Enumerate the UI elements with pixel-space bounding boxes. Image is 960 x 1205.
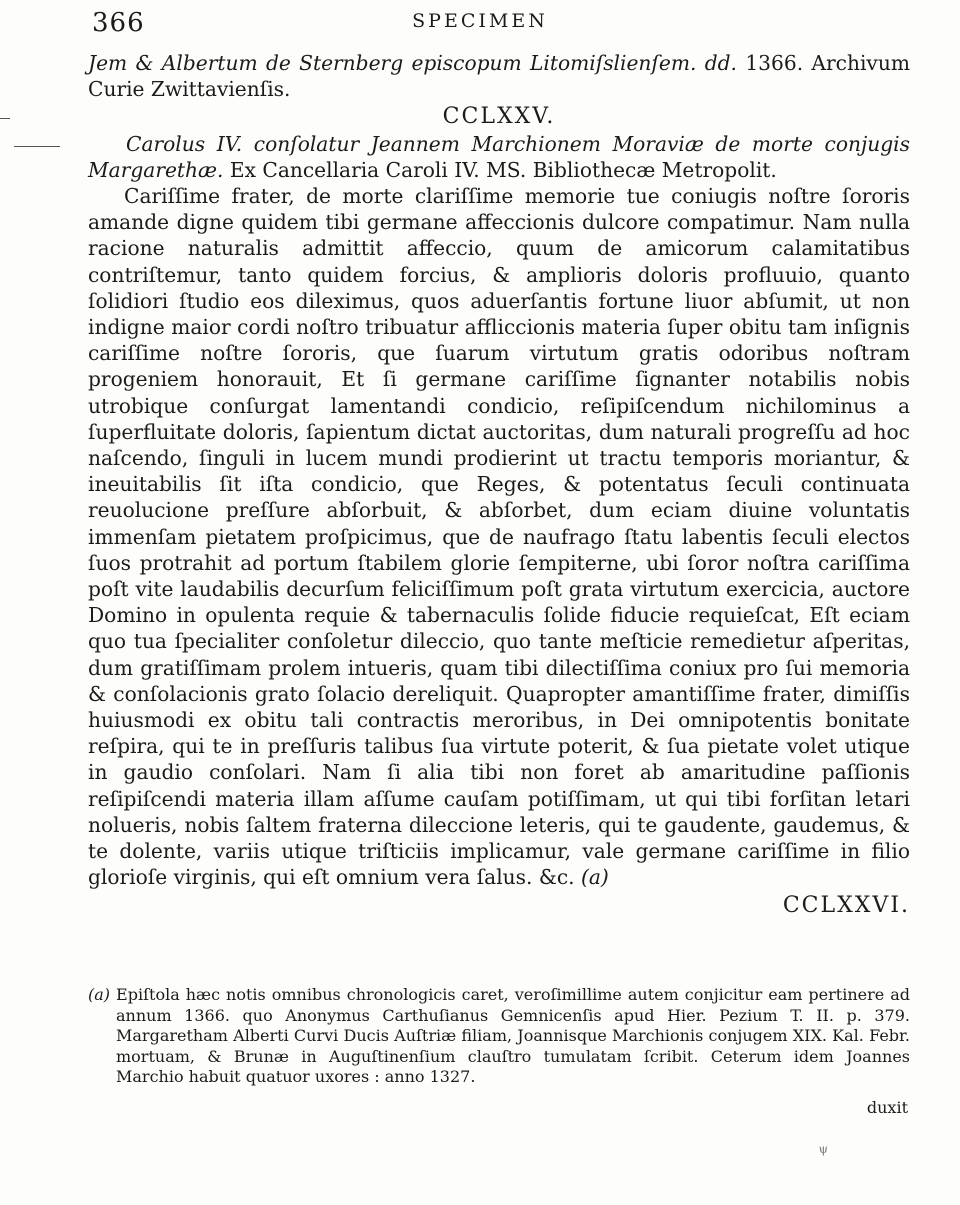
continuation-roman: 1366. Archivum Curie Zwittavienſis.	[88, 51, 910, 102]
regest	[88, 131, 910, 183]
margin-tick	[0, 118, 10, 119]
margin-rule	[14, 146, 60, 147]
footnote-paragraph	[88, 985, 910, 1088]
body-text	[88, 50, 910, 919]
footnote	[88, 985, 910, 1088]
letter-text	[88, 183, 910, 890]
catchword: duxit	[866, 1098, 908, 1117]
footnote-text: Epiſtola hæc notis omnibus chronologicis caret, veroſimillime autem conjicitur eam pertinere ad annum 1366. quo Anonymus Carthuſianus Gemnicenſis apud Hier. Pezium T. II. p. 379. Margaretham Alberti Curvi Ducis Auſtriæ filiam, Joannisque Marchionis conjugem XIX. Kal. Febr. mortuam, & Brunæ in Auguſtinenſium clauſtro tumulatam ſcribit. Ceterum idem Joannes Marchio habuit quatuor uxores : anno 1327.	[116, 985, 911, 1086]
continuation-paragraph	[88, 50, 910, 102]
letter-body: Cariſſime frater, de morte clariſſime memorie tue coniugis noſtre ſororis amande digne quidem tibi germane affeccionis dulcore compatimur. Nam nulla racione naturalis admittit affeccio, quum de amicorum calamitatibus contriſtemur, tanto quidem forcius, & amplioris doloris profluuio, quanto ſolidiori ſtudio eos dileximus, quos aduerſantis fortune liuor abſumit, ut non indigne maior cordi noſtro tribuatur affliccionis materia ſuper obitu tam inſignis cariſſime noſtre ſororis, que ſuarum virtutum gratis odoribus noſtram progeniem honorauit, Et ſi germane cariſſime ſignanter notabilis nobis utrobique conſurgat lamentandi condicio, reſipiſcendum nichilominus a ſuperfluitate doloris, ſapientum dictat auctoritas, dum naturali progreſſu ad hoc naſcendo, ſinguli in lucem mundi prodierint ut tractu temporis moriantur, & ineuitabilis ſit iſta condicio, que Reges, & potentatus ſeculi continuata reuolucione preſſure abſorbuit, & abſorbet, dum eciam diuine voluntatis immenſam pietatem proſpicimus, que de naufrago ſtatu labentis ſeculi electos ſuos protrahit ad portum ſtabilem glorie ſempiterne, ubi ſoror noſtra cariſſima poſt vite laudabilis decurſum feliciſſimum poſt grata virtutum exercicia, auctore Domino in opulenta requie & tabernaculis ſolide fiducie requieſcat, Eſt eciam quo tua ſpecialiter conſoletur dileccio, quo tante meſticie remedietur aſperitas, dum gratiſſimam prolem intueris, quam tibi dilectiſſima coniux pro ſui memoria & conſolacionis grato ſolacio dereliquit. Quapropter amantiſſime frater, dimiſſis huiusmodi ex obitu tali contractis meroribus, in Dei omnipotentis bonitate reſpira, qui te in preſſuris talibus ſua virtute poterit, & ſua pietate volet utique in gaudio conſolari. Nam ſi alia tibi non foret ab amaritudine paſſionis reſipiſcendi materia illam aſſume cauſam potiſſimam, ut qui tibi forſitan letari nolueris, nobis ſaltem fraterna dileccione leteris, qui te gaudente, gaudemus, & te dolente, variis utique triſticiis implicamur, vale germane cariſſime in filio glorioſe virginis, qui eſt omnium vera ſalus. &c.	[88, 184, 910, 890]
regest-source: Ex Cancellaria Caroli IV. MS. Bibliothecæ Metropolit.	[229, 157, 777, 182]
footnote-mark: (a)	[88, 985, 111, 1004]
section-number: CCLXXV.	[442, 104, 556, 130]
footnote-reference: (a)	[580, 865, 609, 890]
next-section-number: CCLXXVI.	[782, 892, 910, 918]
ink-smudge: ψ	[818, 1142, 828, 1156]
regest-italic: Carolus IV. conſolatur Jeannem Marchionem Moraviæ de morte conjugis Margarethæ.	[88, 131, 910, 182]
page-number: 366	[92, 8, 145, 38]
running-head: SPECIMEN	[412, 10, 548, 32]
continuation-italic: Jem & Albertum de Sternberg episcopum Litomiſslienſem. dd.	[88, 51, 737, 75]
